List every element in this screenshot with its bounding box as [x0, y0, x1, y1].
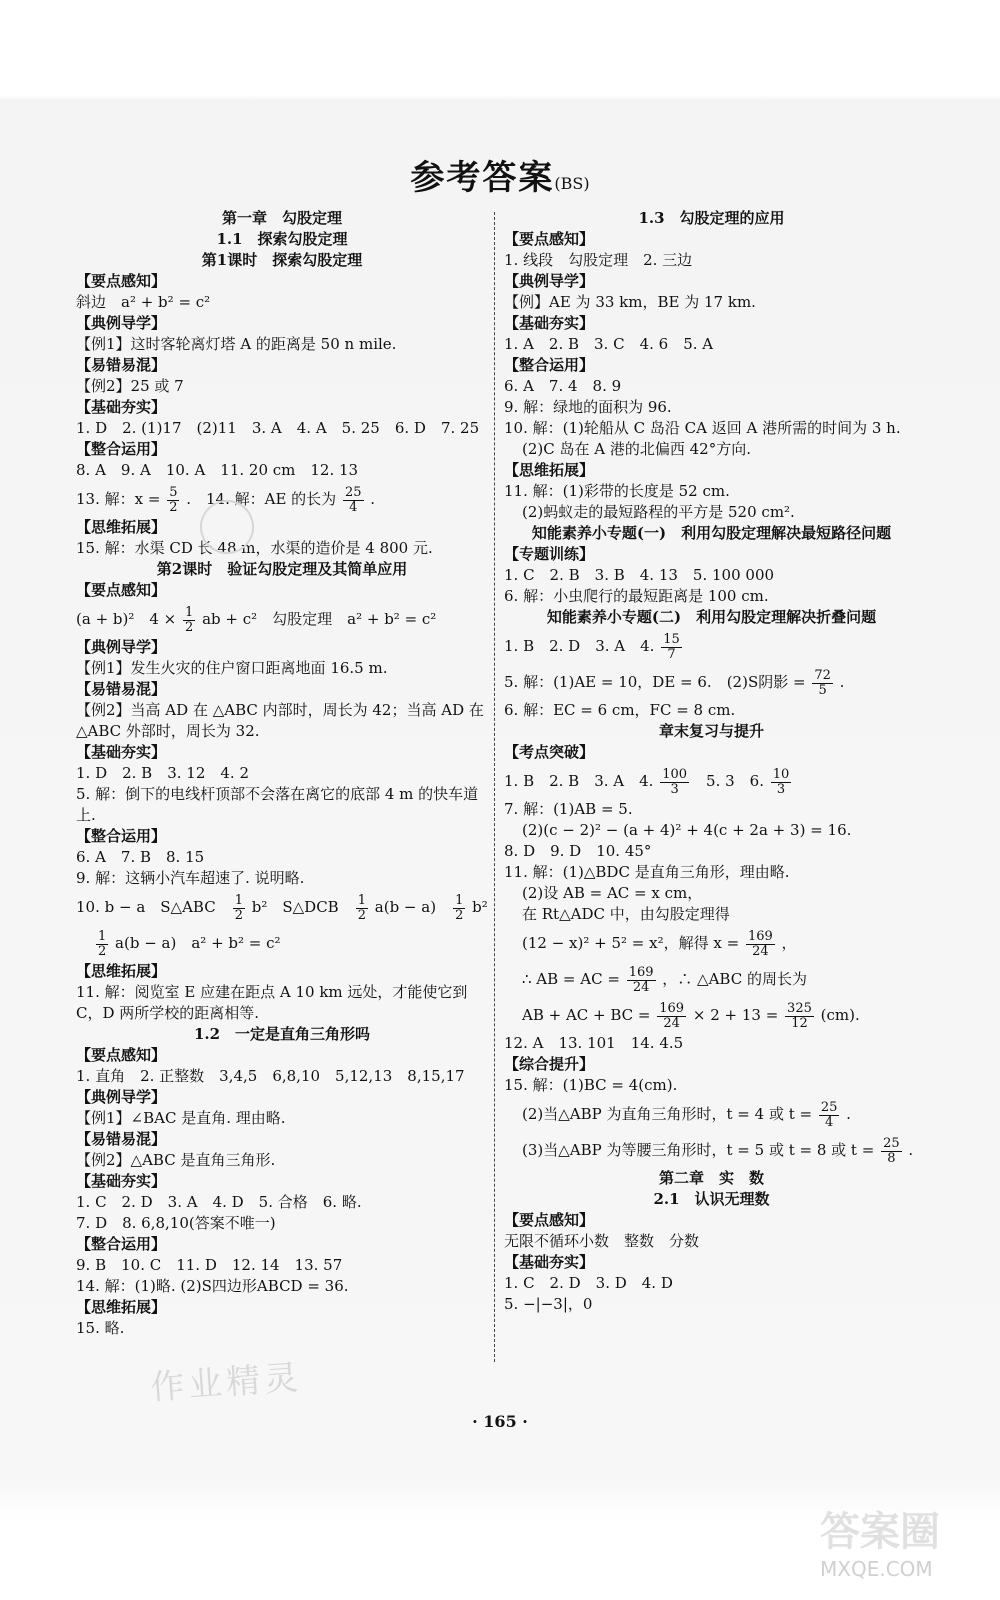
- section-heading: 1.1 探索勾股定理: [216, 230, 348, 248]
- section-heading: 章末复习与提升: [658, 722, 764, 740]
- answer-line: 7. D 8. 6,8,10(答案不唯一): [76, 1214, 276, 1232]
- answer-line: 【例1】∠BAC 是直角. 理由略.: [76, 1109, 286, 1127]
- answer-line: 1. B 2. D 3. A 4. $\frac{15}{7}$: [504, 631, 680, 662]
- answer-line: 11. 解：(1)彩带的长度是 52 cm.: [504, 482, 730, 500]
- section-heading: 第2课时 验证勾股定理及其简单应用: [156, 560, 408, 578]
- page-number: · 165 ·: [472, 1412, 528, 1431]
- subsection-label: 【整合运用】: [76, 1235, 167, 1253]
- answer-line: 12. A 13. 101 14. 4.5: [504, 1034, 684, 1052]
- title-sub: (BS): [554, 174, 590, 193]
- answer-line: 5. 解：倒下的电线杆顶部不会落在离它的底部 4 m 的快车道上.: [76, 785, 479, 824]
- answer-line: 9. B 10. C 11. D 12. 14 13. 57: [76, 1256, 343, 1274]
- answer-line: 1. B 2. B 3. A 4. $\frac{100}{3}$ 5. 3 6. $\frac{10}{3}$: [504, 766, 790, 797]
- answer-line: 在 Rt△ADC 中，由勾股定理得: [522, 905, 730, 923]
- watermark-text: 作业精灵: [149, 1357, 304, 1409]
- section-heading: 知能素养小专题(一) 利用勾股定理解决最短路径问题: [531, 524, 892, 542]
- watermark-logo-url: MXQE.COM: [820, 1557, 933, 1581]
- answer-line: 9. 解：这辆小汽车超速了. 说明略.: [76, 869, 305, 887]
- answers-right-column: [504, 208, 919, 1315]
- answer-line: 【例1】发生火灾的住户窗口距离地面 16.5 m.: [76, 659, 388, 677]
- answer-line: 1. C 2. D 3. A 4. D 5. 合格 6. 略.: [76, 1193, 362, 1211]
- fraction: $\frac{169}{24}$: [747, 928, 773, 959]
- fraction: $\frac{10}{3}$: [772, 766, 790, 797]
- fraction: $\frac{25}{4}$: [820, 1099, 838, 1130]
- subsection-label: 【思维拓展】: [76, 1298, 167, 1316]
- answer-line: 【例2】△ABC 是直角三角形.: [76, 1151, 276, 1169]
- fraction: $\frac{72}{5}$: [814, 667, 831, 698]
- subsection-label: 【易错易混】: [76, 356, 167, 374]
- subsection-label: 【专题训练】: [504, 545, 595, 563]
- answer-line: 1. C 2. B 3. B 4. 13 5. 100 000: [504, 566, 775, 584]
- answer-line: 6. A 7. B 8. 15: [76, 848, 205, 866]
- answer-line: 14. 解：(1)略. (2)S四边形ABCD = 36.: [76, 1277, 349, 1295]
- answer-line: 11. 解：阅览室 E 应建在距点 A 10 km 远处，才能使它到 C，D 两所学校的距离相等.: [76, 983, 468, 1022]
- subsection-label: 【整合运用】: [504, 356, 595, 374]
- fraction: $\frac{1}{2}$: [455, 892, 464, 923]
- answer-line: 1. A 2. B 3. C 4. 6 5. A: [504, 335, 714, 353]
- fraction: $\frac{100}{3}$: [662, 766, 688, 797]
- section-heading: 2.1 认识无理数: [653, 1190, 770, 1208]
- answer-line: $\frac{1}{2}$ a(b − a) a² + b² = c²: [98, 928, 281, 959]
- section-heading: 1.3 勾股定理的应用: [638, 209, 785, 227]
- subsection-label: 【思维拓展】: [504, 461, 595, 479]
- title-main: 参考答案: [410, 158, 555, 198]
- fraction: $\frac{15}{7}$: [663, 631, 680, 662]
- fraction: $\frac{25}{8}$: [883, 1135, 900, 1166]
- answer-line: (2)设 AB = AC = x cm，: [522, 884, 703, 902]
- fraction: $\frac{169}{24}$: [659, 1000, 685, 1031]
- fraction: $\frac{25}{4}$: [344, 484, 362, 515]
- answer-line: (2)蚂蚁走的最短路程的平方是 520 cm².: [522, 503, 795, 521]
- answer-line: 6. 解：EC = 6 cm，FC = 8 cm.: [504, 701, 736, 719]
- subsection-label: 【基础夯实】: [504, 1253, 595, 1271]
- subsection-label: 【要点感知】: [76, 581, 167, 599]
- subsection-label: 【考点突破】: [504, 743, 595, 761]
- watermark-logo-main: 答案圈: [820, 1509, 940, 1555]
- answer-line: (2)(c − 2)² − (a + 4)² + 4(c + 2a + 3) = 16.: [522, 821, 852, 839]
- subsection-label: 【要点感知】: [504, 230, 595, 248]
- answer-line: (3)当△ABP 为等腰三角形时，t = 5 或 t = 8 或 t = $\frac{25}{8}$ .: [522, 1135, 914, 1166]
- answer-line: 10. 解：(1)轮船从 C 岛沿 CA 返回 A 港所需的时间为 3 h.: [504, 419, 901, 437]
- fraction: $\frac{1}{2}$: [185, 604, 194, 635]
- section-heading: 知能素养小专题(二) 利用勾股定理解决折叠问题: [546, 608, 877, 626]
- answer-line: AB + AC + BC = $\frac{169}{24}$ × 2 + 13 = $\frac{325}{12}$ (cm).: [522, 1000, 860, 1031]
- answer-line: (12 − x)² + 5² = x²，解得 x = $\frac{169}{24}$ ，: [522, 928, 797, 959]
- answer-line: 1. D 2. B 3. 12 4. 2: [76, 764, 249, 782]
- section-heading: 第1课时 探索勾股定理: [201, 251, 363, 269]
- subsection-label: 【基础夯实】: [504, 314, 595, 332]
- answer-line: (2)当△ABP 为直角三角形时，t = 4 或 t = $\frac{25}{4}$ .: [522, 1099, 851, 1130]
- subsection-label: 【思维拓展】: [76, 962, 167, 980]
- section-heading: 1.2 一定是直角三角形吗: [193, 1025, 371, 1043]
- subsection-label: 【典例导学】: [76, 638, 167, 656]
- fraction: $\frac{5}{2}$: [169, 484, 178, 515]
- subsection-label: 【综合提升】: [504, 1055, 595, 1073]
- subsection-label: 【要点感知】: [76, 1046, 167, 1064]
- watermark-logo: [820, 1500, 970, 1580]
- answer-line: ∴ AB = AC = $\frac{169}{24}$ ，∴ △ABC 的周长为: [522, 964, 807, 995]
- fraction: $\frac{1}{2}$: [357, 892, 366, 923]
- subsection-label: 【要点感知】: [76, 272, 167, 290]
- page-title: [0, 150, 1000, 199]
- subsection-label: 【要点感知】: [504, 1211, 595, 1229]
- answer-line: 1. 直角 2. 正整数 3,4,5 6,8,10 5,12,13 8,15,17: [76, 1067, 465, 1085]
- subsection-label: 【整合运用】: [76, 827, 167, 845]
- answer-line: 15. 解：(1)BC = 4(cm).: [504, 1076, 678, 1094]
- answer-line: 【例】AE 为 33 km，BE 为 17 km.: [504, 293, 756, 311]
- answer-line: 8. D 9. D 10. 45°: [504, 842, 652, 860]
- subsection-label: 【基础夯实】: [76, 743, 167, 761]
- answer-line: 1. C 2. D 3. D 4. D: [504, 1274, 673, 1292]
- answer-line: 【例2】当高 AD 在 △ABC 内部时，周长为 42；当高 AD 在 △ABC 外部时，周长为 32.: [76, 701, 484, 740]
- answer-line: 13. 解：x = $\frac{5}{2}$ . 14. 解：AE 的长为 $\frac{25}{4}$ .: [76, 484, 376, 515]
- answer-line: 9. 解：绿地的面积为 96.: [504, 398, 672, 416]
- answer-line: 15. 解：水渠 CD 长 48 m，水渠的造价是 4 800 元.: [76, 539, 433, 557]
- answer-line: 6. 解：小虫爬行的最短距离是 100 cm.: [504, 587, 769, 605]
- answer-line: 无限不循环小数 整数 分数: [504, 1232, 700, 1250]
- fraction: $\frac{1}{2}$: [98, 928, 107, 959]
- subsection-label: 【易错易混】: [76, 680, 167, 698]
- answer-line: 1. D 2. (1)17 (2)11 3. A 4. A 5. 25 6. D 7. 25: [76, 419, 480, 437]
- subsection-label: 【典例导学】: [504, 272, 595, 290]
- answer-line: 7. 解：(1)AB = 5.: [504, 800, 633, 818]
- section-heading: 第一章 勾股定理: [221, 209, 342, 227]
- section-heading: 第二章 实 数: [658, 1169, 764, 1187]
- answer-line: (2)C 岛在 A 港的北偏西 42°方向.: [522, 440, 751, 458]
- answer-line: 6. A 7. 4 8. 9: [504, 377, 622, 395]
- fraction: $\frac{1}{2}$: [234, 892, 243, 923]
- subsection-label: 【典例导学】: [76, 314, 167, 332]
- fraction: $\frac{325}{12}$: [787, 1000, 812, 1031]
- answer-line: 5. 解：(1)AE = 10，DE = 6. (2)S阴影 = $\frac{72}{5}$ .: [504, 667, 845, 698]
- answer-line: 8. A 9. A 10. A 11. 20 cm 12. 13: [76, 461, 359, 479]
- answer-line: 斜边 a² + b² = c²: [76, 293, 211, 311]
- answer-line: 11. 解：(1)△BDC 是直角三角形，理由略.: [504, 863, 790, 881]
- answer-line: 【例2】25 或 7: [76, 377, 184, 395]
- subsection-label: 【基础夯实】: [76, 398, 167, 416]
- answer-line: 10. b − a S△ABC $\frac{1}{2}$ b² S△DCB $\frac{1}{2}$ a(b − a) $\frac{1}{2}$ b²: [76, 892, 488, 923]
- answers-left-column: [76, 208, 488, 1339]
- column-divider: [494, 212, 495, 1362]
- answer-line: 15. 略.: [76, 1319, 125, 1337]
- subsection-label: 【思维拓展】: [76, 518, 167, 536]
- answer-line: 5. −|−3|，0: [504, 1295, 593, 1313]
- subsection-label: 【典例导学】: [76, 1088, 167, 1106]
- answer-line: 1. 线段 勾股定理 2. 三边: [504, 251, 693, 269]
- subsection-label: 【易错易混】: [76, 1130, 167, 1148]
- answer-line: (a + b)² 4 × $\frac{1}{2}$ ab + c² 勾股定理 a² + b² = c²: [76, 604, 437, 635]
- fraction: $\frac{169}{24}$: [628, 964, 654, 995]
- answer-line: 【例1】这时客轮离灯塔 A 的距离是 50 n mile.: [76, 335, 397, 353]
- subsection-label: 【整合运用】: [76, 440, 167, 458]
- subsection-label: 【基础夯实】: [76, 1172, 167, 1190]
